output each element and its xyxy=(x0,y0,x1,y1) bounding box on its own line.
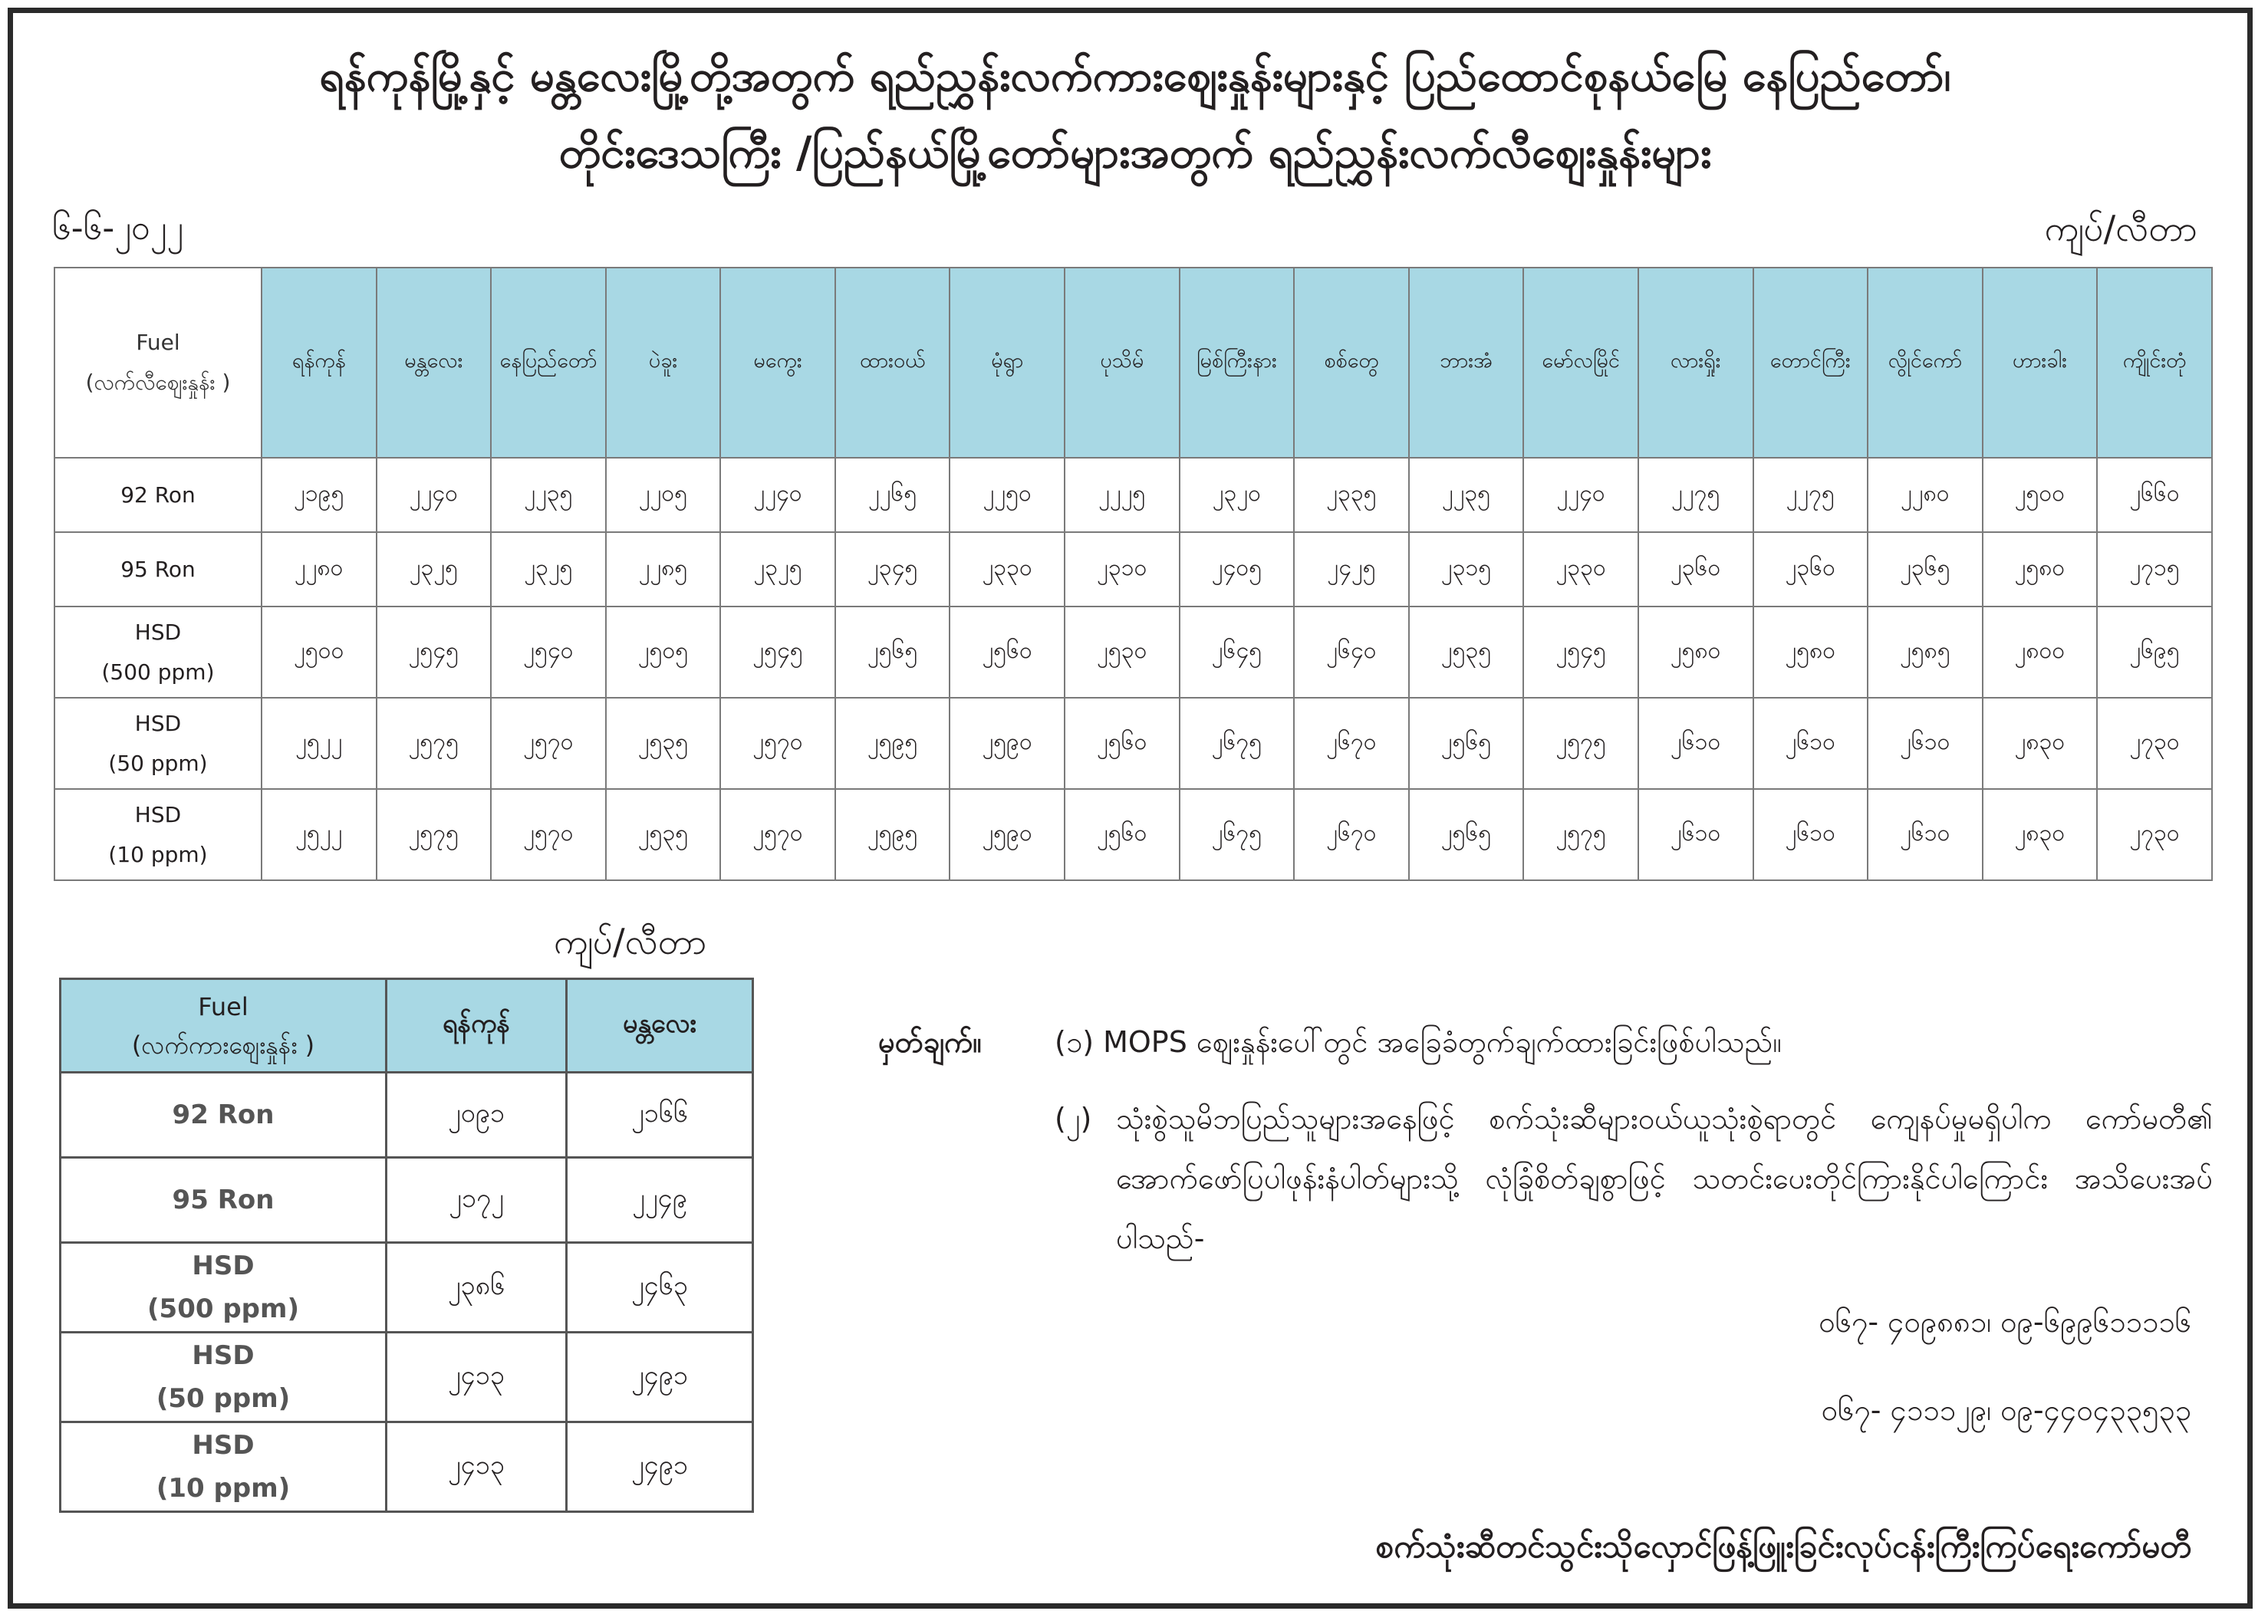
price-cell: ၂၆၁၀ xyxy=(1753,698,1868,789)
date: ၆-၆-၂၀၂၂ xyxy=(52,209,183,248)
price-cell: ၂၇၁၅ xyxy=(2097,532,2212,607)
price-cell: ၂၅၇၀ xyxy=(720,698,835,789)
price-cell: ၂၆၁၀ xyxy=(1638,789,1753,880)
fuel-type-cell: HSD (50 ppm) xyxy=(54,698,262,789)
city-header: ဟားခါး xyxy=(1983,268,2098,458)
price-cell: ၂၄၉၁ xyxy=(567,1422,753,1512)
price-cell: ၂၃၂၅ xyxy=(491,532,606,607)
price-cell: ၂၂၄၀ xyxy=(720,458,835,532)
price-cell: ၂၁၉၅ xyxy=(262,458,377,532)
price-cell: ၂၅၇၅ xyxy=(377,789,492,880)
price-cell: ၂၆၁၀ xyxy=(1753,789,1868,880)
city-header: မုံရွာ xyxy=(950,268,1065,458)
price-cell: ၂၅၆၀ xyxy=(950,607,1065,698)
price-cell: ၂၆၇၀ xyxy=(1294,789,1409,880)
table-row xyxy=(61,1422,753,1512)
price-cell: ၂၅၇၀ xyxy=(491,698,606,789)
price-cell: ၂၅၄၀ xyxy=(491,607,606,698)
price-cell: ၂၇၃၀ xyxy=(2097,698,2212,789)
price-cell: ၂၄၉၁ xyxy=(567,1333,753,1422)
city-header: မကွေး xyxy=(720,268,835,458)
price-cell: ၂၅၉၀ xyxy=(950,789,1065,880)
price-cell: ၂၇၃၀ xyxy=(2097,789,2212,880)
price-cell: ၂၁၇၂ xyxy=(387,1158,567,1243)
price-cell: ၂၅၀၅ xyxy=(606,607,721,698)
price-cell: ၂၄၂၅ xyxy=(1294,532,1409,607)
table-row xyxy=(54,532,2212,607)
price-cell: ၂၆၆၀ xyxy=(2097,458,2212,532)
fuel-type-cell: 95 Ron xyxy=(54,532,262,607)
city-header: ဘားအံ xyxy=(1409,268,1524,458)
unit-label-retail: ကျပ်/လီတာ xyxy=(2044,208,2197,249)
city-header: မော်လမြိုင် xyxy=(1523,268,1638,458)
wholesale-header-row xyxy=(61,979,753,1073)
city-header: နေပြည်တော် xyxy=(491,268,606,458)
table-row xyxy=(61,1333,753,1422)
price-cell: ၂၂၄၀ xyxy=(1523,458,1638,532)
price-cell: ၂၅၀၀ xyxy=(1983,458,2098,532)
city-header: လွိုင်ကော် xyxy=(1868,268,1983,458)
phone-numbers-1: ၀၆၇- ၄၀၉၈၈၁၊ ၀၉-၆၉၉၆၁၁၁၁၆ xyxy=(1819,1305,2191,1339)
price-cell: ၂၂၅၀ xyxy=(950,458,1065,532)
price-cell: ၂၄၀၅ xyxy=(1180,532,1295,607)
fuel-type-cell: HSD (500 ppm) xyxy=(61,1243,387,1333)
price-cell: ၂၃၃၅ xyxy=(1294,458,1409,532)
price-cell: ၂၆၄၅ xyxy=(1180,607,1295,698)
price-cell: ၂၅၃၅ xyxy=(606,789,721,880)
price-cell: ၂၆၁၀ xyxy=(1868,698,1983,789)
fuel-column-header: Fuel (လက်လီဈေးနှုန်း ) xyxy=(54,268,262,458)
price-cell: ၂၆၇၅ xyxy=(1180,789,1295,880)
price-cell: ၂၅၈၀ xyxy=(1753,607,1868,698)
price-cell: ၂၃၂၅ xyxy=(720,532,835,607)
phone-numbers-2: ၀၆၇- ၄၁၁၁၂၉၊ ၀၉-၄၄၀၄၃၃၅၃၃ xyxy=(1821,1393,2191,1427)
price-cell: ၂၂၃၅ xyxy=(491,458,606,532)
price-cell: ၂၅၉၅ xyxy=(835,698,950,789)
note-2-text: သုံးစွဲသူမိဘပြည်သူများအနေဖြင့် စက်သုံးဆီများဝယ်ယူသုံးစွဲရာတွင် ကျေနပ်မှုမရှိပါက ကော်မတီ၏ အောက်ဖော်ပြပါဖုန်းနံပါတ်များသို့ လုံခြုံစိတ်ချစွာဖြင့် သတင်းပေးတိုင်ကြားနိုင်ပါကြောင်း အသိပေးအပ်ပါသည်- xyxy=(1116,1102,2213,1255)
price-cell: ၂၂၈၀ xyxy=(1868,458,1983,532)
note-2 xyxy=(1055,1089,2213,1268)
price-cell: ၂၅၆၅ xyxy=(1409,698,1524,789)
price-cell: ၂၃၈၆ xyxy=(387,1243,567,1333)
price-cell: ၂၀၉၁ xyxy=(387,1073,567,1158)
price-cell: ၂၅၈၀ xyxy=(1638,607,1753,698)
title-line-1: ရန်ကုန်မြို့နှင့် မန္တလေးမြို့တို့အတွက် ရည်ညွှန်းလက်ကားဈေးနှုန်းများနှင့် ပြည်ထောင်စုနယ်မြေ နေပြည်တော်၊ xyxy=(319,51,1951,101)
city-header: ရန်ကုန် xyxy=(387,979,567,1073)
price-cell: ၂၅၆၅ xyxy=(1409,789,1524,880)
price-cell: ၂၅၇၅ xyxy=(377,698,492,789)
price-cell: ၂၅၀၀ xyxy=(262,607,377,698)
fuel-type-cell: 92 Ron xyxy=(61,1073,387,1158)
price-cell: ၂၂၇၅ xyxy=(1753,458,1868,532)
price-cell: ၂၅၃၅ xyxy=(1409,607,1524,698)
price-cell: ၂၅၃၅ xyxy=(606,698,721,789)
city-header: လားရှိုး xyxy=(1638,268,1753,458)
unit-label-wholesale: ကျပ်/လီတာ xyxy=(554,921,707,962)
price-cell: ၂၃၂၅ xyxy=(377,532,492,607)
price-cell: ၂၂၂၅ xyxy=(1065,458,1180,532)
city-header: ပုသိမ် xyxy=(1065,268,1180,458)
note-2-number: (၂) xyxy=(1055,1102,1092,1136)
table-row xyxy=(61,1073,753,1158)
price-cell: ၂၅၈၅ xyxy=(1868,607,1983,698)
price-cell: ၂၃၃၀ xyxy=(950,532,1065,607)
price-cell: ၂၈၃၀ xyxy=(1983,789,2098,880)
price-cell: ၂၄၆၃ xyxy=(567,1243,753,1333)
committee-name: စက်သုံးဆီတင်သွင်းသိုလှောင်ဖြန့်ဖြူးခြင်းလုပ်ငန်းကြီးကြပ်ရေးကော်မတီ xyxy=(1375,1527,2191,1565)
price-cell: ၂၂၈၀ xyxy=(262,532,377,607)
price-cell: ၂၅၆၀ xyxy=(1065,789,1180,880)
price-cell: ၂၂၀၅ xyxy=(606,458,721,532)
wholesale-price-table xyxy=(59,978,754,1513)
price-cell: ၂၂၇၅ xyxy=(1638,458,1753,532)
price-cell: ၂၃၆၀ xyxy=(1753,532,1868,607)
price-cell: ၂၁၆၆ xyxy=(567,1073,753,1158)
price-cell: ၂၅၃၀ xyxy=(1065,607,1180,698)
note-1: (၁) MOPS ဈေးနှုန်းပေါ်တွင် အခြေခံတွက်ချက်ထားခြင်းဖြစ်ပါသည်။ xyxy=(1055,1025,1782,1059)
title-line-2: တိုင်းဒေသကြီး /ပြည်နယ်မြို့တော်များအတွက် ရည်ညွှန်းလက်လီဈေးနှုန်းများ xyxy=(558,128,1712,178)
price-cell: ၂၅၉၀ xyxy=(950,698,1065,789)
price-cell: ၂၅၂၂ xyxy=(262,698,377,789)
price-cell: ၂၂၄၉ xyxy=(567,1158,753,1243)
table-row xyxy=(54,607,2212,698)
city-header: မြစ်ကြီးနား xyxy=(1180,268,1295,458)
notes-label: မှတ်ချက်။ xyxy=(878,1025,982,1059)
city-header: ကျိုင်းတုံ xyxy=(2097,268,2212,458)
fuel-type-cell: HSD (500 ppm) xyxy=(54,607,262,698)
retail-price-table xyxy=(54,267,2213,881)
price-cell: ၂၈၃၀ xyxy=(1983,698,2098,789)
price-cell: ၂၃၁၀ xyxy=(1065,532,1180,607)
city-header: ရန်ကုန် xyxy=(262,268,377,458)
table-row xyxy=(54,458,2212,532)
price-cell: ၂၅၈၀ xyxy=(1983,532,2098,607)
price-cell: ၂၆၇၅ xyxy=(1180,698,1295,789)
fuel-column-header: Fuel (လက်ကားဈေးနှုန်း ) xyxy=(61,979,387,1073)
price-cell: ၂၅၇၅ xyxy=(1523,789,1638,880)
city-header: စစ်တွေ xyxy=(1294,268,1409,458)
fuel-type-cell: 92 Ron xyxy=(54,458,262,532)
price-cell: ၂၆၇၀ xyxy=(1294,698,1409,789)
price-cell: ၂၂၃၅ xyxy=(1409,458,1524,532)
fuel-type-cell: HSD (10 ppm) xyxy=(54,789,262,880)
price-cell: ၂၆၁၀ xyxy=(1868,789,1983,880)
price-cell: ၂၃၆၅ xyxy=(1868,532,1983,607)
price-cell: ၂၅၇၀ xyxy=(491,789,606,880)
price-cell: ၂၅၂၂ xyxy=(262,789,377,880)
retail-header-row xyxy=(54,268,2212,458)
price-cell: ၂၃၂၀ xyxy=(1180,458,1295,532)
price-cell: ၂၅၆၀ xyxy=(1065,698,1180,789)
price-cell: ၂၅၄၅ xyxy=(377,607,492,698)
price-cell: ၂၅၄၅ xyxy=(1523,607,1638,698)
price-cell: ၂၃၁၅ xyxy=(1409,532,1524,607)
table-row xyxy=(61,1243,753,1333)
price-cell: ၂၂၆၅ xyxy=(835,458,950,532)
price-cell: ၂၈၀၀ xyxy=(1983,607,2098,698)
price-cell: ၂၅၆၅ xyxy=(835,607,950,698)
price-cell: ၂၂၄၀ xyxy=(377,458,492,532)
city-header: ပဲခူး xyxy=(606,268,721,458)
table-row xyxy=(54,789,2212,880)
price-cell: ၂၅၇၀ xyxy=(720,789,835,880)
price-cell: ၂၆၉၅ xyxy=(2097,607,2212,698)
price-cell: ၂၅၄၅ xyxy=(720,607,835,698)
price-cell: ၂၅၉၅ xyxy=(835,789,950,880)
table-row xyxy=(61,1158,753,1243)
price-cell: ၂၂၈၅ xyxy=(606,532,721,607)
price-cell: ၂၃၆၀ xyxy=(1638,532,1753,607)
price-cell: ၂၅၇၅ xyxy=(1523,698,1638,789)
city-header: တောင်ကြီး xyxy=(1753,268,1868,458)
price-cell: ၂၄၁၃ xyxy=(387,1422,567,1512)
price-cell: ၂၃၃၀ xyxy=(1523,532,1638,607)
price-cell: ၂၃၄၅ xyxy=(835,532,950,607)
fuel-type-cell: HSD (10 ppm) xyxy=(61,1422,387,1512)
price-cell: ၂၆၁၀ xyxy=(1638,698,1753,789)
city-header: မန္တလေး xyxy=(377,268,492,458)
city-header: မန္တလေး xyxy=(567,979,753,1073)
city-header: ထားဝယ် xyxy=(835,268,950,458)
price-cell: ၂၄၁၃ xyxy=(387,1333,567,1422)
price-cell: ၂၆၄၀ xyxy=(1294,607,1409,698)
table-row xyxy=(54,698,2212,789)
fuel-type-cell: 95 Ron xyxy=(61,1158,387,1243)
fuel-type-cell: HSD (50 ppm) xyxy=(61,1333,387,1422)
